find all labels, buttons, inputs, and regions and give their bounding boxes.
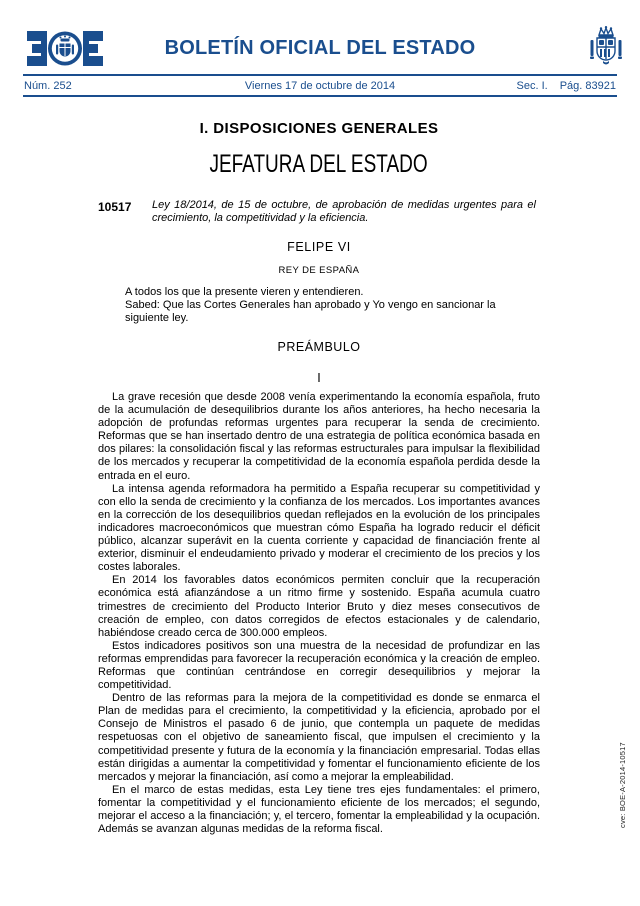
issue-number: Núm. 252 xyxy=(24,79,72,92)
law-item-number: 10517 xyxy=(98,200,132,214)
section-heading: I. DISPOSICIONES GENERALES xyxy=(199,120,439,137)
preamble-section-numeral: I xyxy=(317,371,321,385)
body-paragraph: En 2014 los favorables datos económicos permiten concluir que la recuperación económica está afianzándose a un ritmo firme y sostenido. España acumula cuatro trimestres de crecimiento del Producto Interior Bruto y diez meses consecutivos de creación de empleo, con datos corregidos de efectos estacionales y de calendario, habiéndose creado cerca de 300.000 empleos. xyxy=(98,574,540,639)
issue-date: Viernes 17 de octubre de 2014 xyxy=(244,79,396,92)
body-paragraph: La grave recesión que desde 2008 venía experimentando la economía española, fruto de la acumulación de desequilibrios durante los años anteriores, ha hecho necesaria la adopción de profundas reformas urgentes para recuperar la senda de crecimiento. Reformas que se han insertado dentro de una estrategia de política económica basada en dos pilares: la consolidación fiscal y las reformas estructurales para impulsar la flexibilidad de los mercados y recuperar la competitividad de la economía española perdida desde la entrada en el euro. xyxy=(98,391,540,482)
body-paragraph: Dentro de las reformas para la mejora de la competitividad es donde se enmarca el Plan de medidas para el crecimiento, la competitividad y la eficiencia, aprobado por el Consejo de Ministros el pasado 6 de junio, que contempla un paquete de medidas respetuosas con el objetivo de saneamiento fiscal, que impulsen el crecimiento y la competitividad presente y futura de la economía y la financiación empresarial. Todas ellas están dirigidas a aumentar la competitividad y fomentar el funcionamiento eficiente de los mercados y mejorar la financiación, así como a mejorar la empleabilidad. xyxy=(98,692,540,783)
department-heading-text: JEFATURA DEL ESTADO xyxy=(209,150,429,178)
section-page-info xyxy=(517,80,616,92)
monarch-title: REY DE ESPAÑA xyxy=(278,265,360,276)
proclamation-line: A todos los que la presente vieren y entendieren. xyxy=(125,286,364,298)
section-label: Sec. I. xyxy=(516,79,548,92)
document-body xyxy=(98,120,540,836)
cve-verification-code: cve: BOE-A-2014-10517 xyxy=(618,742,627,828)
gazette-title: BOLETÍN OFICIAL DEL ESTADO xyxy=(164,37,476,59)
page-label: Pág. 83921 xyxy=(559,79,616,92)
monarch-name: FELIPE VI xyxy=(287,240,351,254)
header-bottom-rule xyxy=(23,95,617,97)
body-paragraph: En el marco de estas medidas, esta Ley tiene tres ejes fundamentales: el primero, fomentar la competitividad y el funcionamiento eficiente de los mercados; el segundo, mejorar el acceso a la financiación; y, el tercero, fomentar la empleabilidad y la ocupación. Además se avanzan algunas medidas de la reforma fiscal. xyxy=(98,783,540,836)
body-paragraph: Estos indicadores positivos son una muestra de la necesidad de profundizar en las reformas emprendidas para favorecer la recuperación económica y la creación de empleo. Reformas que continúan centrándose en corregir desequilibrios y mejorar la competitividad. xyxy=(98,639,540,692)
proclamation-line: Sabed: Que las Cortes Generales han aprobado y Yo vengo en sancionar la siguiente ley. xyxy=(125,299,496,324)
issue-info-bar xyxy=(0,76,640,95)
law-item xyxy=(98,199,540,225)
preamble-heading: PREÁMBULO xyxy=(277,340,361,354)
spain-coat-of-arms-icon xyxy=(588,25,624,69)
page-header xyxy=(0,0,640,74)
law-item-title: Ley 18/2014, de 15 de octubre, de aprobación de medidas urgentes para el crecimiento, la competitividad y la eficiencia. xyxy=(152,199,536,224)
body-paragraph: La intensa agenda reformadora ha permitido a España recuperar su competitividad y con ello la senda de crecimiento y la confianza de los mercados. Los importantes avances en la corrección de los desequilibrios quedan reflejados en la evolución de los principales indicadores macroeconómicos que muestran cómo España ha logrado reducir el déficit público, alcanzar superávit en la cuenta corriente y capacidad de financiación frente al exterior, disminuir el endeudamiento privado y moderar el crecimiento de los precios y los costes laborales. xyxy=(98,482,540,574)
department-heading xyxy=(98,150,540,179)
